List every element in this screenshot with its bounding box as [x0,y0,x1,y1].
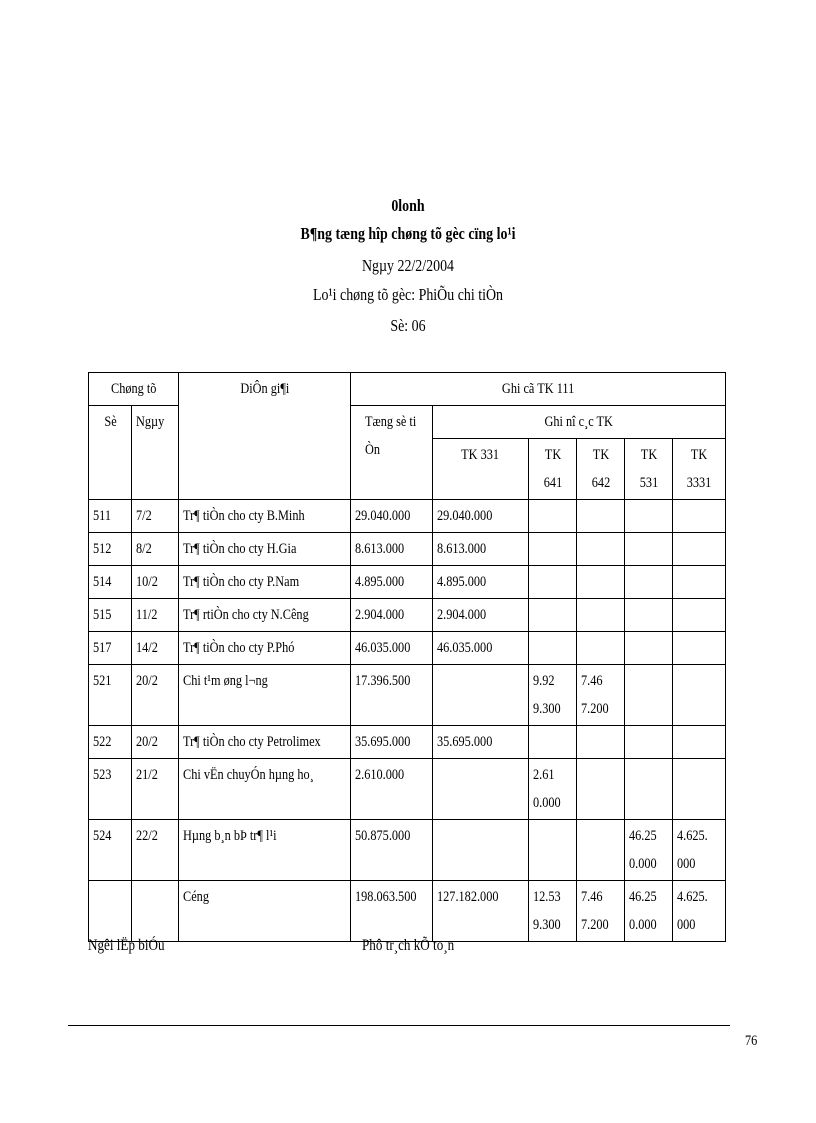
cell-so: 523 [89,759,132,820]
header-tk331: TK 331 [433,439,529,500]
chief-accountant-label: Phô tr¸ch kÕ to¸n [362,937,455,954]
cell-tk641 [529,632,577,665]
cell-tk3331 [673,533,726,566]
table-row [89,566,726,599]
cell-tk641 [529,726,577,759]
cell-tk642 [577,566,625,599]
cell-tongso: 29.040.000 [351,500,433,533]
cell-tk531 [625,759,673,820]
cell-tk331: 127.182.000 [433,881,529,942]
table-row [89,726,726,759]
cell-tk641: 12.539.300 [529,881,577,942]
cell-tk642 [577,820,625,881]
cell-so: 522 [89,726,132,759]
cell-tk641 [529,599,577,632]
cell-diengiai: Tr¶ tiÒn cho cty B.Minh [179,500,351,533]
cell-tk531 [625,726,673,759]
cell-tk531 [625,500,673,533]
cell-tk3331 [673,632,726,665]
table-row [89,533,726,566]
cell-tk641 [529,820,577,881]
summary-table [88,372,726,942]
cell-so: 517 [89,632,132,665]
cell-tongso: 2.904.000 [351,599,433,632]
cell-so [89,881,132,942]
cell-diengiai: Tr¶ tiÒn cho cty P.Nam [179,566,351,599]
header-chungtu: Chøng tõ [89,373,179,406]
header-ngay: Ngµy [132,406,179,500]
cell-ngay [132,881,179,942]
cell-tk531 [625,533,673,566]
cell-diengiai: Tr¶ tiÒn cho cty P.Phó [179,632,351,665]
page-number: 76 [745,1033,758,1049]
cell-so: 524 [89,820,132,881]
doc-date: Ngµy 22/2/2004 [361,256,455,275]
cell-tk3331 [673,726,726,759]
cell-tk531 [625,665,673,726]
cell-tk331: 2.904.000 [433,599,529,632]
cell-diengiai: Céng [179,881,351,942]
table-row [89,500,726,533]
cell-so: 511 [89,500,132,533]
cell-tk3331: 4.625.000 [673,820,726,881]
cell-tk641: 9.929.300 [529,665,577,726]
cell-tk331 [433,759,529,820]
header-diengiai: DiÔn gi¶i [179,373,351,500]
header-tk642: TK 642 [577,439,625,500]
header-tk641: TK 641 [529,439,577,500]
cell-tk642 [577,726,625,759]
cell-tk3331 [673,500,726,533]
cell-ngay: 22/2 [132,820,179,881]
cell-ngay: 10/2 [132,566,179,599]
cell-ngay: 21/2 [132,759,179,820]
header-ghico: Ghi cã TK 111 [351,373,726,406]
table-row [89,632,726,665]
table-total-row [89,881,726,942]
table-row [89,599,726,632]
cell-tk641 [529,500,577,533]
header-tk3331: TK 3331 [673,439,726,500]
header-so: Sè [89,406,132,500]
cell-so: 515 [89,599,132,632]
cell-diengiai: Tr¶ tiÒn cho cty Petrolimex [179,726,351,759]
cell-tongso: 35.695.000 [351,726,433,759]
doc-voucher-type: Lo¹i chøng tõ gèc: PhiÕu chi tiÒn [312,285,504,304]
footer-rule [68,1025,730,1026]
cell-tongso: 46.035.000 [351,632,433,665]
cell-ngay: 8/2 [132,533,179,566]
cell-tk642: 7.467.200 [577,665,625,726]
header-tk531: TK 531 [625,439,673,500]
cell-ngay: 11/2 [132,599,179,632]
cell-tk531 [625,632,673,665]
cell-so: 521 [89,665,132,726]
cell-tk3331 [673,599,726,632]
cell-tk3331 [673,566,726,599]
cell-diengiai: Tr¶ rtiÒn cho cty N.Cêng [179,599,351,632]
cell-tk331: 29.040.000 [433,500,529,533]
table-row [89,759,726,820]
cell-tk3331: 4.625.000 [673,881,726,942]
cell-diengiai: Tr¶ tiÒn cho cty H.Gia [179,533,351,566]
cell-tk642 [577,759,625,820]
cell-tk642 [577,599,625,632]
doc-number: Sè: 06 [390,316,426,335]
cell-tk641 [529,566,577,599]
doc-title: B¶ng tæng hîp chøng tõ gèc cïng lo¹i [300,224,516,243]
cell-tk642 [577,533,625,566]
cell-tk531: 46.250.000 [625,881,673,942]
cell-tk642 [577,500,625,533]
cell-tk331: 8.613.000 [433,533,529,566]
cell-diengiai: Chi t¹m øng l¬ng [179,665,351,726]
cell-ngay: 7/2 [132,500,179,533]
header-ghino: Ghi nî c¸c TK [433,406,726,439]
cell-tongso: 2.610.000 [351,759,433,820]
cell-ngay: 20/2 [132,665,179,726]
cell-tk3331 [673,665,726,726]
cell-so: 512 [89,533,132,566]
doc-heading-code: 0lonh [391,196,425,215]
cell-tk641 [529,533,577,566]
cell-tk331 [433,820,529,881]
cell-diengiai: Chi vËn chuyÓn hµng ho¸ [179,759,351,820]
cell-ngay: 14/2 [132,632,179,665]
cell-tk531 [625,566,673,599]
table-header-row-1 [89,373,726,406]
table-row [89,820,726,881]
cell-tongso: 8.613.000 [351,533,433,566]
cell-tk642: 7.467.200 [577,881,625,942]
cell-ngay: 20/2 [132,726,179,759]
cell-tongso: 4.895.000 [351,566,433,599]
cell-tongso: 17.396.500 [351,665,433,726]
cell-tongso: 50.875.000 [351,820,433,881]
table-row [89,665,726,726]
cell-tk331 [433,665,529,726]
prepared-by-label: Ngêi lËp biÓu [88,937,165,954]
cell-diengiai: Hµng b¸n bÞ tr¶ l¹i [179,820,351,881]
cell-tongso: 198.063.500 [351,881,433,942]
cell-tk642 [577,632,625,665]
cell-so: 514 [89,566,132,599]
cell-tk331: 35.695.000 [433,726,529,759]
cell-tk531 [625,599,673,632]
cell-tk641: 2.610.000 [529,759,577,820]
cell-tk331: 4.895.000 [433,566,529,599]
cell-tk331: 46.035.000 [433,632,529,665]
header-tongso: Tæng sè tiÒn [351,406,433,500]
cell-tk531: 46.250.000 [625,820,673,881]
cell-tk3331 [673,759,726,820]
